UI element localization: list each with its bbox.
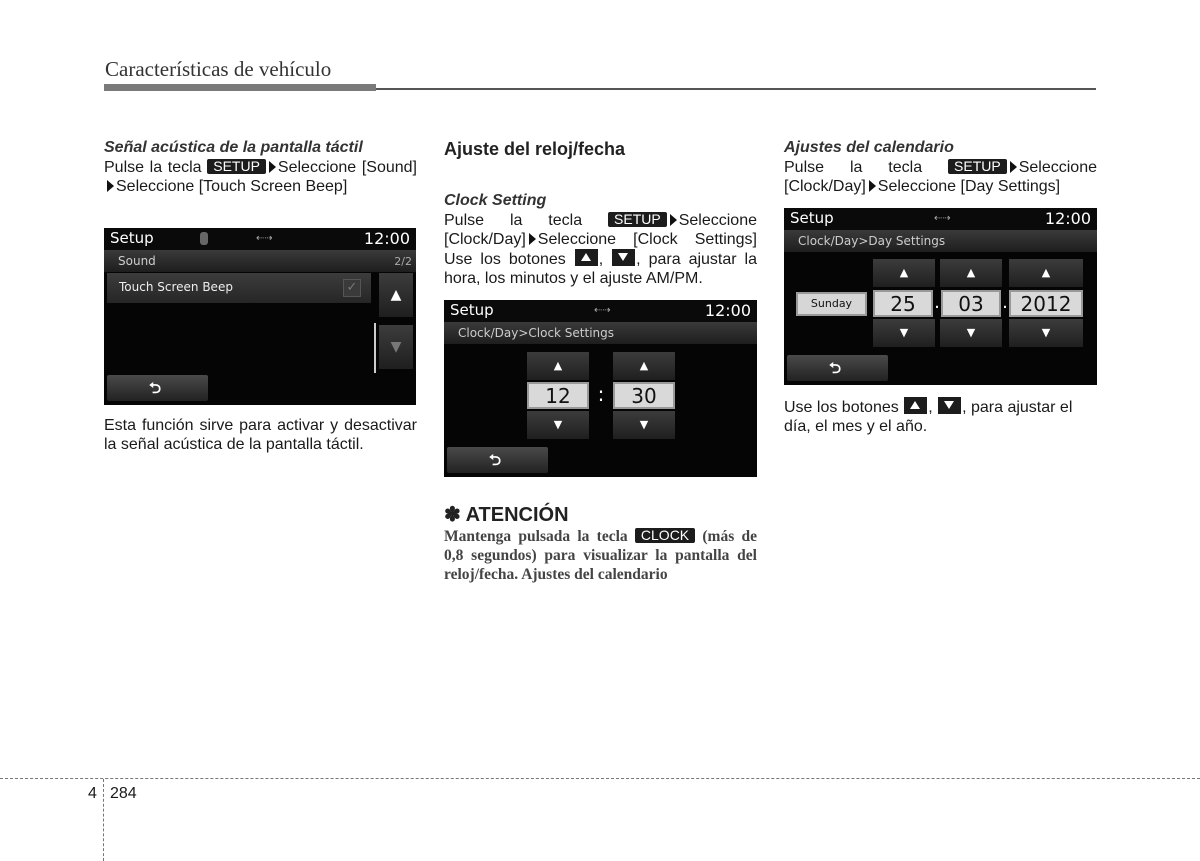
day-of-week-button[interactable]: Sunday <box>796 292 867 316</box>
date-up-button[interactable]: ▲ <box>873 259 935 287</box>
hour-down-button[interactable]: ▼ <box>527 411 589 439</box>
instruction-text: Seleccione [Clock/Day] <box>444 212 757 248</box>
year-value[interactable]: 2012 <box>1009 290 1083 317</box>
instruction-text: Seleccione [Day Settings] <box>877 178 1061 195</box>
header-rule-thin <box>376 88 1096 90</box>
screen-title: Setup <box>450 301 494 319</box>
month-down-button[interactable]: ▼ <box>940 319 1002 347</box>
screen-day-settings <box>784 208 1097 385</box>
screen-title: Setup <box>110 229 154 247</box>
screen-subheader-label: Clock/Day>Day Settings <box>798 234 946 248</box>
instruction-paragraph <box>784 158 1097 196</box>
screen-title: Setup <box>790 209 834 227</box>
arrow-right-icon <box>869 180 876 192</box>
year-down-button[interactable]: ▼ <box>1009 319 1083 347</box>
hour-up-button[interactable]: ▲ <box>527 352 589 380</box>
setup-key-label: SETUP <box>608 212 667 227</box>
chapter-number: 4 <box>88 785 97 802</box>
instruction-text: , <box>928 399 933 416</box>
attention-text: Mantenga pulsada la tecla <box>444 528 628 545</box>
usb-icon: ⇠⇢ <box>594 305 611 316</box>
instruction-text: Pulse la tecla <box>444 212 583 229</box>
attention-title: ✽ ATENCIÓN <box>444 504 569 526</box>
time-separator: : <box>597 382 605 406</box>
subheading-calendar: Ajustes del calendario <box>784 139 954 156</box>
attention-box <box>444 503 757 584</box>
instruction-text: Seleccione [Clock Settings] Use los botones <box>444 231 757 268</box>
attention-text: (más de 0,8 segundos) para visualizar la pantalla del reloj/fecha. Ajustes del calendario <box>444 528 757 583</box>
down-button-icon <box>938 397 961 414</box>
date-value[interactable]: 25 <box>873 290 933 317</box>
date-down-button[interactable]: ▼ <box>873 319 935 347</box>
arrow-right-icon <box>529 233 536 245</box>
up-button-icon <box>575 249 598 266</box>
item-label: Touch Screen Beep <box>119 280 233 294</box>
back-button[interactable] <box>107 375 208 401</box>
attention-body <box>444 527 757 584</box>
page-number: 284 <box>110 785 137 802</box>
month-value[interactable]: 03 <box>941 290 1001 317</box>
instruction-text: Pulse la tecla <box>104 159 202 176</box>
arrow-right-icon <box>107 180 114 192</box>
column-sound <box>104 138 417 196</box>
screen-subheader-label: Clock/Day>Clock Settings <box>458 326 615 340</box>
back-button[interactable] <box>787 355 888 381</box>
arrow-right-icon <box>269 161 276 173</box>
screen-sound-setup <box>104 228 416 405</box>
arrow-right-icon <box>670 214 677 226</box>
screen-clock-settings <box>444 300 757 477</box>
screen-clock: 12:00 <box>1044 209 1091 228</box>
screen-clock: 12:00 <box>704 301 751 320</box>
instruction-text: Seleccione [Touch Screen Beep] <box>116 178 348 195</box>
month-up-button[interactable]: ▲ <box>940 259 1002 287</box>
screen-clock: 12:00 <box>363 229 410 248</box>
instruction-text: , para ajustar el día, el mes y el año. <box>784 399 1073 435</box>
hour-value[interactable]: 12 <box>527 382 589 409</box>
down-button-icon <box>612 249 635 266</box>
usb-icon: ⇠⇢ <box>256 233 273 244</box>
scrollbar[interactable] <box>374 323 376 373</box>
page-indicator: 2/2 <box>394 255 412 268</box>
back-icon: ⮌ <box>829 359 842 377</box>
touch-screen-beep-item[interactable] <box>107 273 371 303</box>
instruction-text: , <box>598 251 604 268</box>
back-icon: ⮌ <box>489 451 502 469</box>
scroll-up-button[interactable]: ▲ <box>379 273 413 317</box>
date-separator: . <box>1002 292 1008 313</box>
page-header-title: Características de vehículo <box>105 57 332 81</box>
column-calendar <box>784 138 1097 196</box>
setup-key-label: SETUP <box>207 159 266 174</box>
footer-divider <box>103 779 104 861</box>
calendar-instruction <box>784 397 1097 436</box>
footer-rule <box>0 778 1200 779</box>
bluetooth-icon <box>200 232 208 245</box>
usb-icon: ⇠⇢ <box>934 213 951 224</box>
instruction-text: Use los botones <box>784 399 899 416</box>
setup-key-label: SETUP <box>948 159 1007 174</box>
column-clock <box>444 138 757 288</box>
instruction-paragraph <box>104 158 417 196</box>
description-paragraph: Esta función sirve para activar y desactivar la señal acústica de la pantalla táctil. <box>104 417 417 453</box>
screen-subheader-label: Sound <box>118 254 156 268</box>
up-button-icon <box>904 397 927 414</box>
clock-key-label: CLOCK <box>635 528 695 543</box>
minute-down-button[interactable]: ▼ <box>613 411 675 439</box>
scroll-down-button[interactable]: ▼ <box>379 325 413 369</box>
instruction-text: Seleccione [Sound] <box>277 159 417 176</box>
subheading-clock-setting: Clock Setting <box>444 192 547 209</box>
instruction-text: Seleccione [Clock/Day] <box>784 159 1097 195</box>
header-rule-thick <box>104 84 376 91</box>
section-heading: Ajuste del reloj/fecha <box>444 139 626 159</box>
minute-up-button[interactable]: ▲ <box>613 352 675 380</box>
date-separator: . <box>934 292 940 313</box>
subheading-touch-beep: Señal acústica de la pantalla táctil <box>104 139 363 156</box>
back-icon: ⮌ <box>149 379 162 397</box>
instruction-text: Pulse la tecla <box>784 159 923 176</box>
arrow-right-icon <box>1010 161 1017 173</box>
instruction-text: , para ajustar la hora, los minutos y el ajuste AM/PM. <box>444 251 758 287</box>
year-up-button[interactable]: ▲ <box>1009 259 1083 287</box>
minute-value[interactable]: 30 <box>613 382 675 409</box>
back-button[interactable] <box>447 447 548 473</box>
instruction-paragraph <box>444 211 757 288</box>
checkbox-icon[interactable]: ✓ <box>343 279 361 297</box>
